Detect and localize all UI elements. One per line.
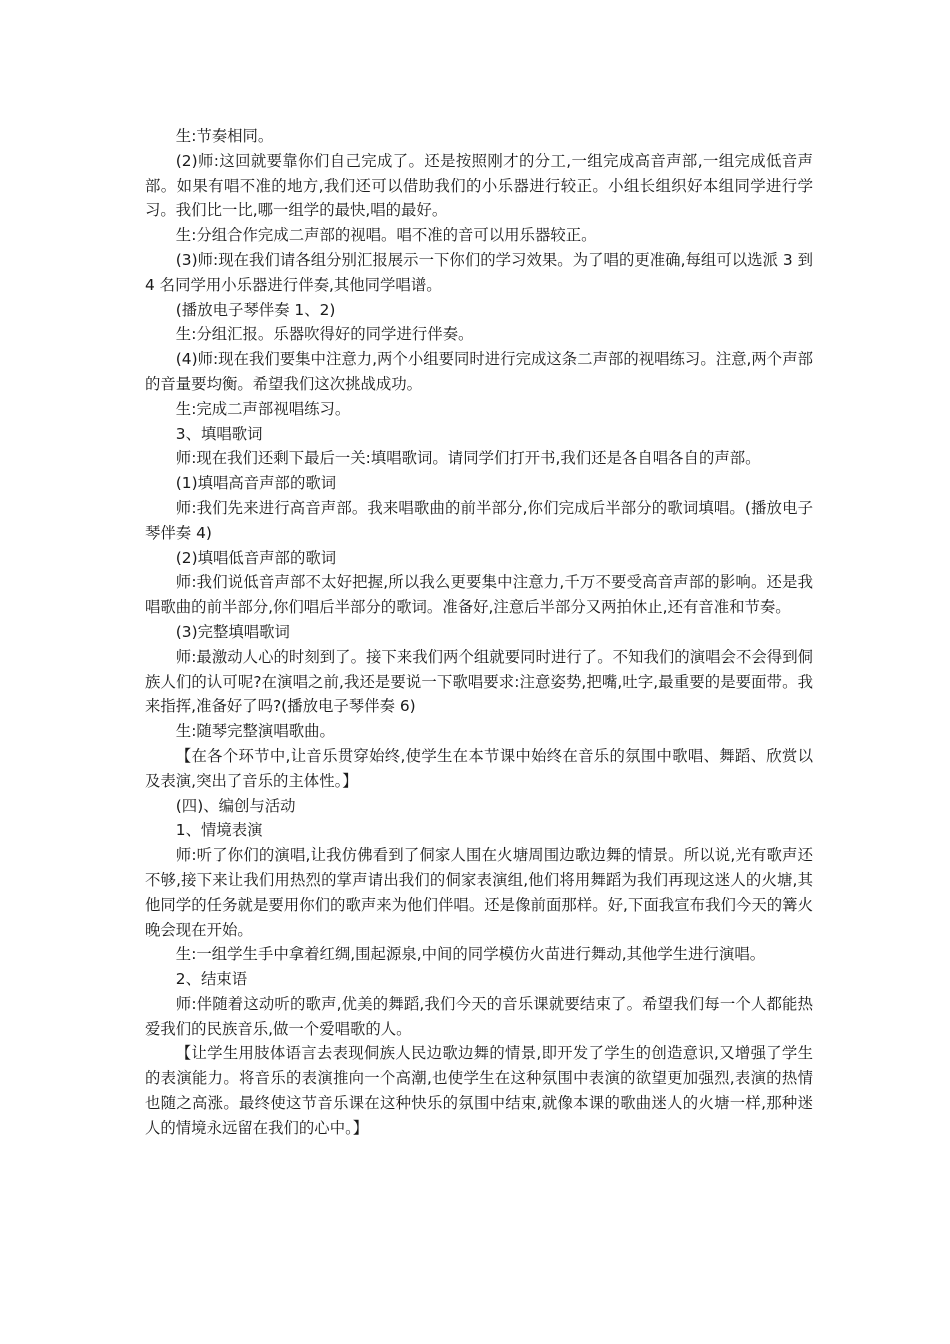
paragraph: (2)师:这回就要靠你们自己完成了。还是按照刚才的分工,一组完成高音声部,一组完成低音声部。如果有唱不准的地方,我们还可以借助我们的小乐器进行较正。小组长组织好本组同学进行学习。我们比一比,哪一组学的最快,唱的最好。 xyxy=(145,151,813,220)
paragraph: 生:一组学生手中拿着红绸,围起源泉,中间的同学模仿火苗进行舞动,其他学生进行演唱。 xyxy=(175,945,766,964)
document-body xyxy=(145,124,813,1141)
commentary-note: 【让学生用肢体语言去表现侗族人民边歌边舞的情景,即开发了学生的创造意识,又增强了学生的表演能力。将音乐的表演推向一个高潮,也使学生在这种氛围中表演的欲望更加强烈,表演的热情也随之高涨。最终使这节音乐课在这种快乐的氛围中结束,就像本课的歌曲迷人的火塘一样,那种迷人的情境永远留在我们的心中。】 xyxy=(145,1044,813,1137)
subsection-heading: (1)填唱高音声部的歌词 xyxy=(175,474,337,493)
paragraph: (3)师:现在我们请各组分别汇报展示一下你们的学习效果。为了唱的更准确,每组可以选派 3 到 4 名同学用小乐器进行伴奏,其他同学唱谱。 xyxy=(145,250,813,294)
paragraph: (4)师:现在我们要集中注意力,两个小组要同时进行完成这条二声部的视唱练习。注意,两个声部的音量要均衡。希望我们这次挑战成功。 xyxy=(145,350,813,393)
paragraph: (播放电子琴伴奏 1、2) xyxy=(175,300,336,319)
paragraph: 生:完成二声部视唱练习。 xyxy=(175,399,351,418)
paragraph: 师:我们说低音声部不太好把握,所以我么更要集中注意力,千万不要受高音声部的影响。还是我唱歌曲的前半部分,你们唱后半部分的歌词。准备好,注意后半部分又两拍休止,还有音准和节奏。 xyxy=(145,573,813,617)
paragraph: 生:分组汇报。乐器吹得好的同学进行伴奏。 xyxy=(175,325,474,344)
paragraph: 师:现在我们还剩下最后一关:填唱歌词。请同学们打开书,我们还是各自唱各自的声部。 xyxy=(175,449,761,468)
subsection-heading: 1、情境表演 xyxy=(175,821,263,840)
paragraph: 生:随琴完整演唱歌曲。 xyxy=(175,722,335,741)
subsection-heading: (3)完整填唱歌词 xyxy=(175,622,290,641)
subsection-heading: (2)填唱低音声部的歌词 xyxy=(175,548,337,567)
paragraph: 师:我们先来进行高音声部。我来唱歌曲的前半部分,你们完成后半部分的歌词填唱。(播放电子琴伴奏 4) xyxy=(145,498,813,542)
paragraph: 师:伴随着这动听的歌声,优美的舞蹈,我们今天的音乐课就要结束了。希望我们每一个人都能热爱我们的民族音乐,做一个爱唱歌的人。 xyxy=(145,994,813,1038)
section-heading: (四)、编创与活动 xyxy=(175,796,296,815)
paragraph: 生:分组合作完成二声部的视唱。唱不准的音可以用乐器较正。 xyxy=(175,226,597,245)
paragraph: 师:听了你们的演唱,让我仿佛看到了侗家人围在火塘周围边歌边舞的情景。所以说,光有歌声还不够,接下来让我们用热烈的掌声请出我们的侗家表演组,他们将用舞蹈为我们再现这迷人的火塘,其他同学的任务就是要用你们的歌声来为他们伴唱。还是像前面那样。好,下面我宣布我们今天的篝火晚会现在开始。 xyxy=(145,846,813,939)
paragraph: 师:最激动人心的时刻到了。接下来我们两个组就要同时进行了。不知我们的演唱会不会得到侗族人们的认可呢?在演唱之前,我还是要说一下歌唱要求:注意姿势,把嘴,吐字,最重要的是要面带。我来指挥,准备好了吗?(播放电子琴伴奏 6) xyxy=(145,647,813,716)
section-heading: 3、填唱歌词 xyxy=(175,424,263,443)
paragraph: 生:节奏相同。 xyxy=(175,127,274,145)
subsection-heading: 2、结束语 xyxy=(175,970,248,989)
commentary-note: 【在各个环节中,让音乐贯穿始终,使学生在本节课中始终在音乐的氛围中歌唱、舞蹈、欣赏以及表演,突出了音乐的主体性。】 xyxy=(145,746,813,790)
